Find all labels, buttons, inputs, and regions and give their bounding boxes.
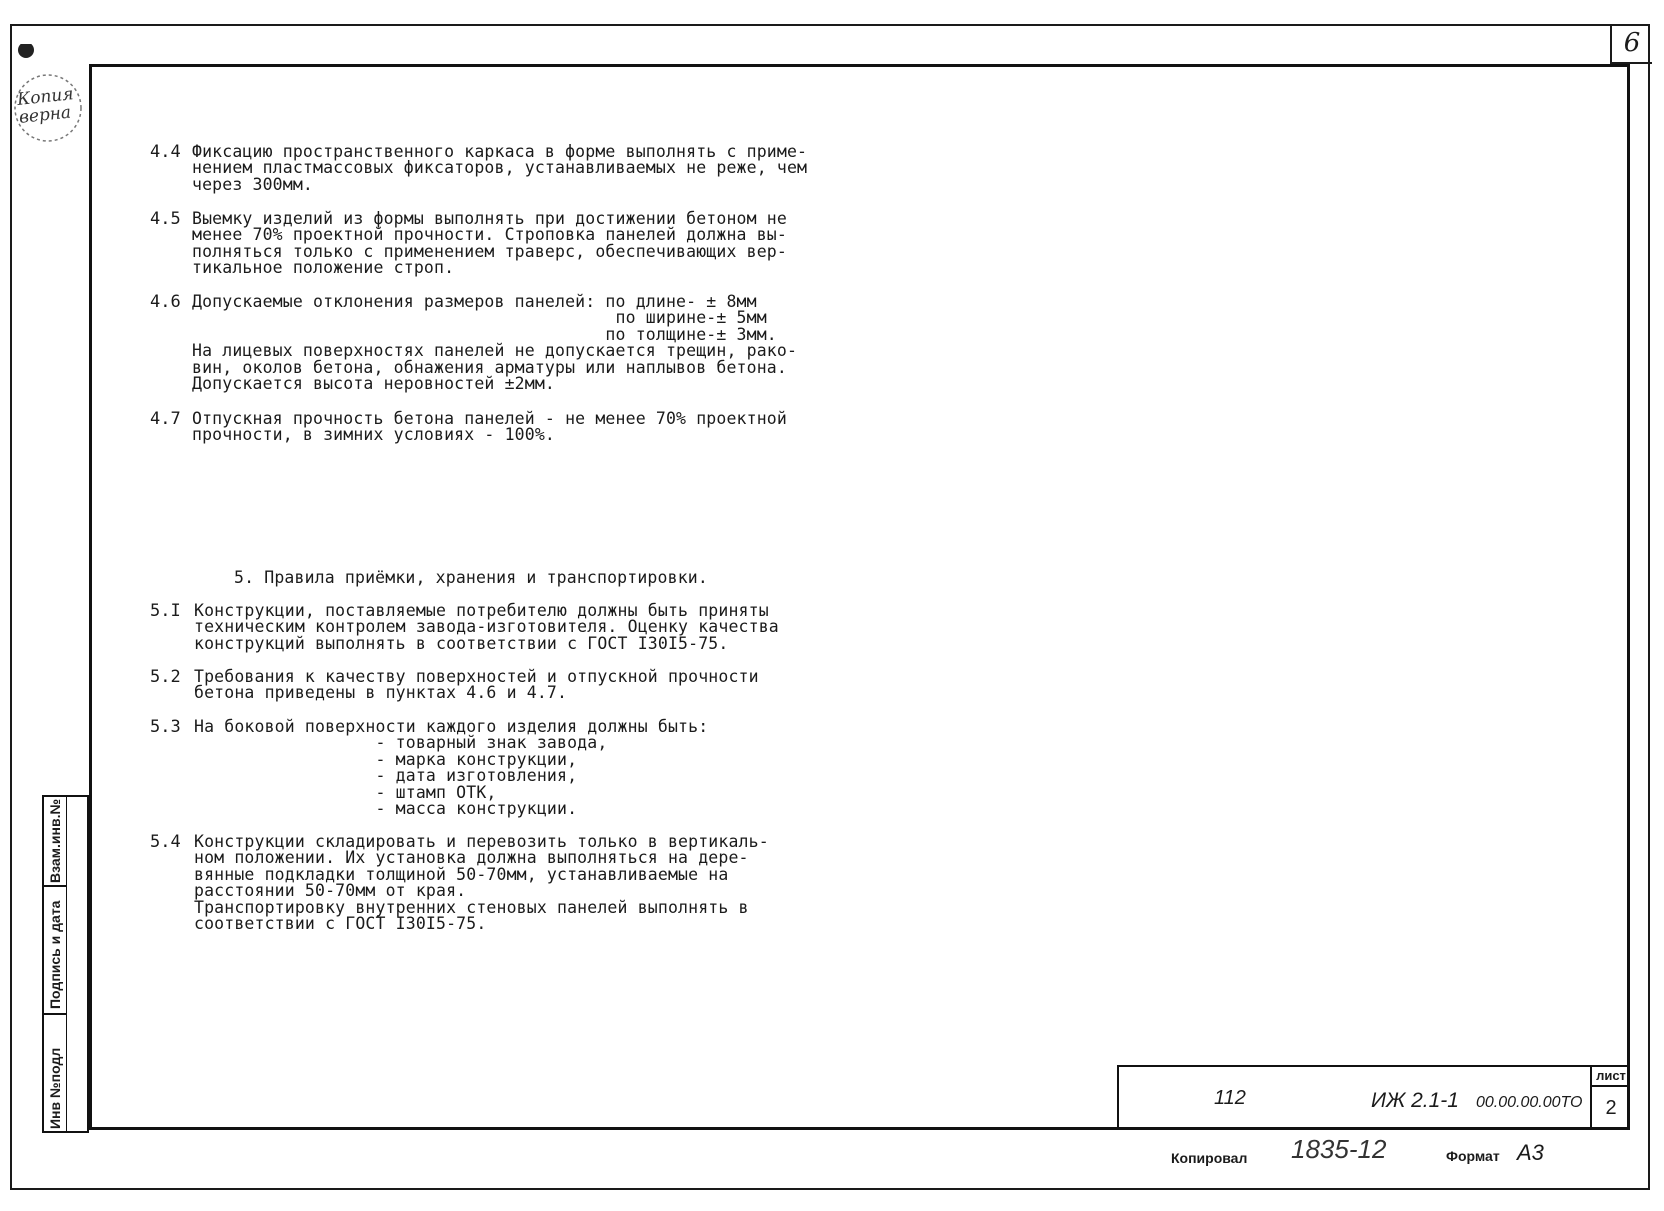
clause-text	[192, 144, 807, 193]
text-line: На боковой поверхности каждого изделия должны быть:	[194, 717, 709, 736]
stamp-line-1: Копия	[16, 84, 75, 110]
order-number: 1835-12	[1291, 1134, 1387, 1164]
page-number: 6	[1610, 24, 1652, 64]
clause-text	[194, 719, 708, 817]
copied-label: Копировал	[1171, 1150, 1248, 1166]
sheet-number: 2	[1590, 1087, 1630, 1130]
title-block	[1117, 1065, 1630, 1130]
text-line: - товарный знак завода,	[194, 733, 608, 753]
text-line: через 300мм.	[192, 174, 314, 194]
clause-text	[194, 603, 779, 652]
text-line: Конструкции складировать и перевозить только в вертикаль-	[194, 832, 769, 851]
text-line: На лицевых поверхностях панелей не допускается трещин, рако-	[192, 341, 798, 361]
clause-text	[192, 411, 787, 444]
clause-text	[194, 669, 759, 702]
document-code	[1371, 1089, 1582, 1113]
text-line: Транспортировку внутренних стеновых панелей выполнять в	[194, 897, 749, 917]
text-line: Конструкции, поставляемые потребителю должны быть приняты	[194, 601, 769, 620]
clause-number: 4.7	[150, 409, 181, 429]
title-block-number: 112	[1214, 1087, 1246, 1109]
text-line: прочности, в зимних условиях - 100%.	[192, 425, 556, 445]
text-line: - штамп ОТК,	[194, 782, 497, 802]
text-line: полняться только с применением траверс, обеспечивающих вер-	[192, 241, 787, 261]
text-line: менее 70% проектной прочности. Строповка панелей должна вы-	[192, 225, 787, 245]
clause-text	[192, 211, 787, 277]
section-heading: 5. Правила приёмки, хранения и транспортировки.	[234, 568, 708, 587]
text-line: бетона приведены в пунктах 4.6 и 4.7.	[194, 683, 568, 703]
clause-number: 5.2	[150, 667, 181, 687]
sidebar-label-signature: Подпись и дата	[47, 900, 63, 1009]
text-line: вин, околов бетона, обнажения арматуры или наплывов бетона.	[192, 357, 787, 377]
text-line: - масса конструкции.	[194, 799, 578, 819]
text-line: - дата изготовления,	[194, 766, 578, 786]
text-line: Выемку изделий из формы выполнять при достижении бетоном не	[192, 209, 787, 228]
clause-number: 4.6	[150, 292, 181, 312]
stamp-line-2: верна	[18, 102, 73, 128]
signature-sidebar	[42, 795, 89, 1133]
sidebar-label-replacement: Взам.инв.№	[47, 798, 63, 883]
text-line: - марка конструкции,	[194, 749, 578, 769]
sidebar-label-inv-no: Инв №подл	[47, 1047, 63, 1129]
document-code-suffix: 00.00.00.00ТО	[1476, 1094, 1583, 1111]
clause-number: 5.4	[150, 832, 181, 852]
text-line: Допускаемые отклонения размеров панелей: по длине- ± 8мм	[192, 292, 757, 311]
text-line: соответствии с ГОСТ I30I5-75.	[194, 914, 487, 934]
text-line: Требования к качеству поверхностей и отпускной прочности	[194, 667, 759, 686]
text-line: вянные подкладки толщиной 50-70мм, устанавливаемые на	[194, 864, 729, 884]
clause-number: 5.3	[150, 717, 181, 737]
format-value: А3	[1517, 1140, 1544, 1165]
clause-number: 5.I	[150, 601, 181, 621]
format-label: Формат	[1446, 1148, 1500, 1164]
text-line: техническим контролем завода-изготовителя. Оценку качества	[194, 617, 779, 637]
clause-text	[192, 294, 797, 392]
text-line: Фиксацию пространственного каркаса в форме выполнять с приме-	[192, 142, 808, 161]
text-line: Отпускная прочность бетона панелей - не менее 70% проектной	[192, 409, 787, 428]
clause-number: 4.5	[150, 209, 181, 229]
sidebar-column	[66, 797, 88, 1131]
document-code-prefix: ИЖ 2.1-1	[1371, 1089, 1459, 1112]
text-line: тикальное положение строп.	[192, 258, 455, 278]
clause-text	[194, 834, 769, 932]
text-line: по толщине-± 3мм.	[192, 324, 777, 344]
text-line: расстоянии 50-70мм от края.	[194, 881, 467, 901]
sheet-label: лист	[1590, 1067, 1630, 1087]
copy-stamp-text	[16, 85, 76, 127]
text-line: ном положении. Их установка должна выполняться на дере-	[194, 848, 749, 868]
text-line: нением пластмассовых фиксаторов, устанавливаемых не реже, чем	[192, 158, 808, 178]
text-line: Допускается высота неровностей ±2мм.	[192, 374, 556, 394]
text-line: конструкций выполнять в соответствии с ГОСТ I30I5-75.	[194, 633, 729, 653]
clause-number: 4.4	[150, 142, 181, 162]
text-line: по ширине-± 5мм	[192, 308, 767, 328]
